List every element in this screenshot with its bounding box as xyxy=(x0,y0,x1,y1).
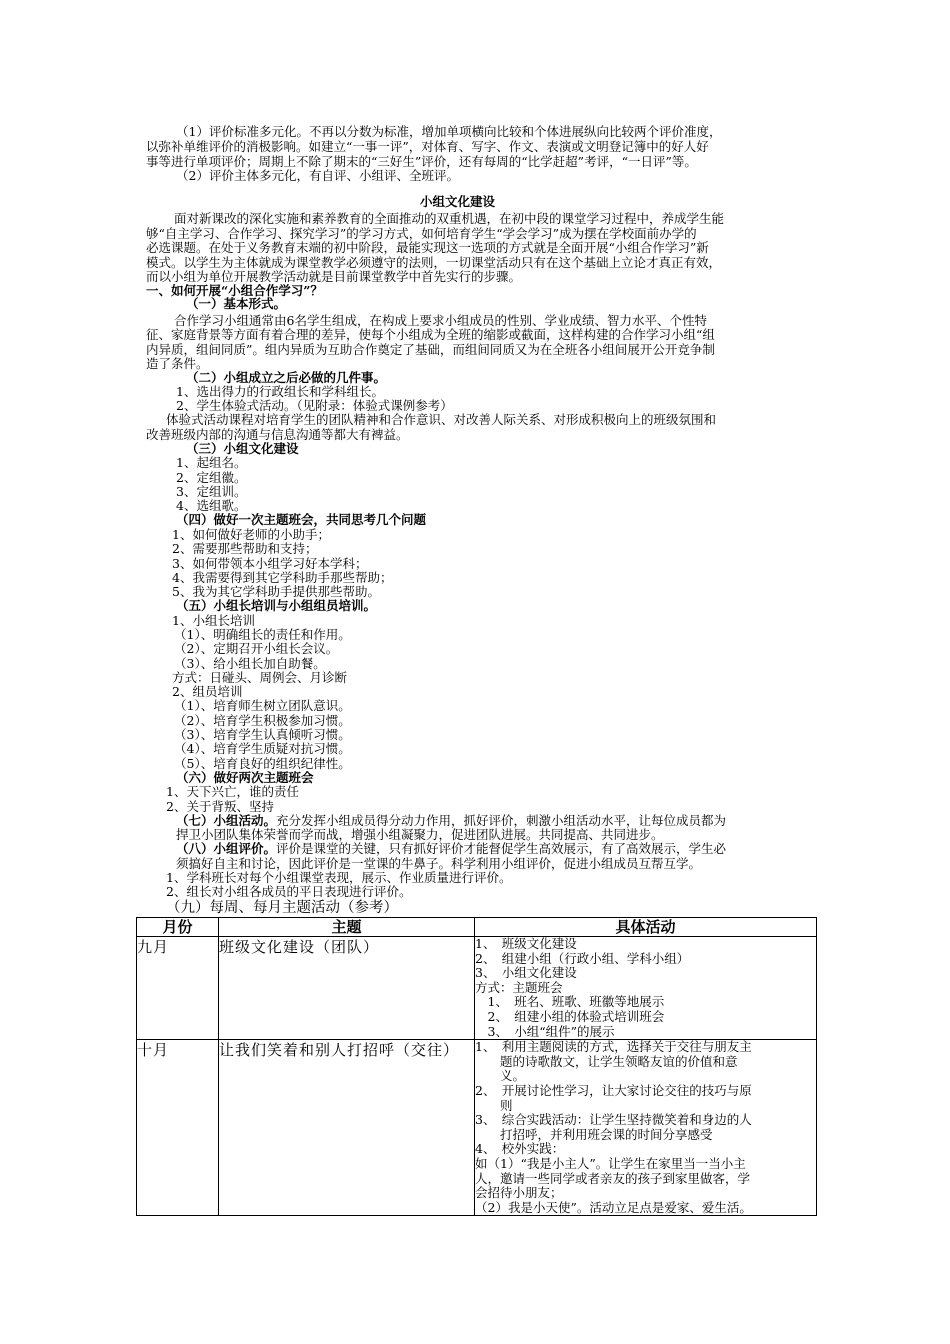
heading-group-eval: （八）小组评价。 xyxy=(176,841,277,856)
list-item: 1、学科班长对每个小组课堂表现，展示、作业质量进行评价。 xyxy=(166,870,512,885)
paragraph-line: 必选课题。在处于义务教育末端的初中阶段，最能实现这一选项的方式就是全面开展“小组合作学习”新 xyxy=(146,240,709,255)
activity-line: 打招呼，并利用班会课的时间分享感受 xyxy=(475,1126,713,1142)
theme-text: 让我们笑着和别人打招呼（交往） xyxy=(219,1041,460,1060)
paragraph-line: 合作学习小组通常由6名学生组成，在构成上要求小组成员的性别、学业成绩、智力水平、个性特 xyxy=(174,313,707,328)
header-activities: 具体活动 xyxy=(475,918,817,937)
activity-line: 3、 小组文化建设 xyxy=(475,965,577,981)
activity-line: 会招待小朋友； xyxy=(475,1185,563,1201)
paragraph-text: 充分发挥小组成员得分动力作用，抓好评价，刺激小组活动水平，让每位成员都为 xyxy=(276,813,727,828)
month-text: 九月 xyxy=(137,938,170,956)
activity-line: 4、 校外实践： xyxy=(475,1141,565,1157)
paragraph-line: 征、家庭背景等方面有着合理的差异，使每个小组成为全班的缩影或截面，这样构建的合作学习小组“组 xyxy=(146,327,715,342)
month-cell xyxy=(137,937,219,1040)
activity-line: 1、 班级文化建设 xyxy=(475,936,577,951)
table-row xyxy=(137,937,817,1040)
list-item: 4、选组歌。 xyxy=(176,498,247,513)
heading-class-meeting: （四）做好一次主题班会，共同思考几个问题 xyxy=(176,512,427,527)
list-item: 1、如何做好老师的小助手； xyxy=(172,527,330,542)
intro-line: （1）评价标准多元化。不再以分数为标准，增加单项横向比较和个体进展纵向比较两个评价准度， xyxy=(176,124,722,139)
paragraph-line: 模式。以学生为主体就成为课堂教学必须遵守的法则，一切课堂活动只有在这个基础上立论才真正有效， xyxy=(146,255,722,270)
intro-line: 事等进行单项评价；周期上不除了期末的“三好生”评价，还有每周的“比学赶超”考评，“一日评”等。 xyxy=(146,154,697,169)
intro-line: （2）评价主体多元化，有自评、小组评、全班评。 xyxy=(176,168,459,183)
list-item: 2、学生体验式活动。（见附录：体验式课例参考） xyxy=(176,398,453,413)
theme-cell xyxy=(219,1040,475,1216)
activity-line: 2、 组建小组（行政小组、学科小组） xyxy=(475,950,690,966)
heading-main: 一、如何开展“小组合作学习”？ xyxy=(146,283,323,298)
activity-line: 2、 组建小组的体验式培训班会 xyxy=(475,1008,665,1024)
activity-line: 义。 xyxy=(475,1068,526,1084)
theme-text: 班级文化建设（团队） xyxy=(219,938,380,956)
paragraph-line: 体验式活动课程对培育学生的团队精神和合作意识、对改善人际关系、对形成积极向上的班级氛围和 xyxy=(166,412,717,427)
list-item: 2、关于背叛、坚持 xyxy=(166,799,274,814)
activity-line: 方式：主题班会 xyxy=(475,979,563,995)
activity-line: 题的诗歌散文，让学生领略友谊的价值和意 xyxy=(475,1053,738,1069)
table-header-row xyxy=(137,918,817,937)
list-item: 2、定组徽。 xyxy=(176,470,247,485)
paragraph-line xyxy=(176,841,726,857)
list-item: 1、天下兴亡，谁的责任 xyxy=(166,784,299,799)
list-item: 3、如何带领本小组学习好本学科； xyxy=(172,556,368,571)
list-item: （1）、明确组长的责任和作用。 xyxy=(174,627,351,642)
paragraph-line: 而以小组为单位开展教学活动就是目前课堂教学中首先实行的步骤。 xyxy=(146,269,522,284)
list-item: 2、需要那些帮助和支持； xyxy=(172,541,318,556)
paragraph-line: 改善班级内部的沟通与信息沟通等都大有裨益。 xyxy=(146,427,409,442)
activities-cell xyxy=(475,1040,817,1216)
heading-training: （五）小组长培训与小组组员培训。 xyxy=(176,598,377,613)
paragraph-line: 造了条件。 xyxy=(146,356,209,371)
heading-two-meetings: （六）做好两次主题班会 xyxy=(176,770,314,785)
section-title: 小组文化建设 xyxy=(420,194,496,209)
table-caption: （九）每周、每月主题活动（参考） xyxy=(166,900,398,916)
list-item: 2、组员培训 xyxy=(172,684,243,699)
heading-group-activity: （七）小组活动。 xyxy=(176,813,277,828)
activity-line: （2）我是小天使”。活动立足点是爱家、爱生活。 xyxy=(475,1199,752,1215)
list-item: （2）、定期召开小组长会议。 xyxy=(174,641,339,656)
list-item: 1、起组名。 xyxy=(176,455,247,470)
activities-cell xyxy=(475,937,817,1040)
activity-line: 则 xyxy=(475,1097,513,1113)
paragraph-line: 面对新课改的深化实施和素养教育的全面推动的双重机遇，在初中段的课堂学习过程中，养成学生能 xyxy=(174,211,725,226)
paragraph-line: 够“自主学习、合作学习、探究学习”的学习方式，如何培育学生“学会学习”成为摆在学校面前办学的 xyxy=(146,226,697,241)
heading-culture: （三）小组文化建设 xyxy=(186,441,299,456)
activity-line: 3、 综合实践活动：让学生坚持微笑着和身边的人 xyxy=(475,1112,752,1128)
paragraph-text: 评价是课堂的关键，只有抓好评价才能督促学生高效展示，有了高效展示，学生必 xyxy=(276,841,727,856)
list-item: （1）、培育师生树立团队意识。 xyxy=(174,698,351,713)
paragraph-line: 内异质，组间同质”。组内异质为互助合作奠定了基础，而组间同质又为在全班各小组间展开公开竞争制 xyxy=(146,342,715,357)
activity-line: 如（1）“我是小主人”。让学生在家里当一当小主 xyxy=(475,1155,746,1171)
activity-line: 3、 小组“组件”的展示 xyxy=(475,1023,615,1039)
intro-line: 以弥补单维评价的消极影响。如建立“一事一评”，对体育、写字、作文、表演或文明登记簿中的好人好 xyxy=(146,139,709,154)
month-text: 十月 xyxy=(137,1041,170,1060)
header-month: 月份 xyxy=(137,918,219,937)
list-item: 1、小组长培训 xyxy=(172,613,255,628)
list-item: （4）、培育学生质疑对抗习惯。 xyxy=(174,741,351,756)
list-item: （3）、培育学生认真倾听习惯。 xyxy=(174,727,351,742)
list-item: 1、选出得力的行政组长和学科组长。 xyxy=(176,384,384,399)
list-item: 5、我为其它学科助手提供那些帮助。 xyxy=(172,584,380,599)
theme-cell xyxy=(219,937,475,1040)
activity-line: 人，邀请一些同学或者亲友的孩子到家里做客，学 xyxy=(475,1170,751,1186)
list-item: 方式：日碰头、周例会、月诊断 xyxy=(172,670,348,685)
paragraph-line: 须搞好自主和讨论，因此评价是一堂课的牛鼻子。科学利用小组评价，促进小组成员互帮互学。 xyxy=(176,856,702,871)
activity-line: 2、 开展讨论性学习，让大家讨论交往的技巧与原 xyxy=(475,1082,752,1098)
activity-line: 1、 班名、班歌、班徽等地展示 xyxy=(475,994,665,1010)
list-item: （5）、培育良好的组织纪律性。 xyxy=(174,756,351,771)
month-cell xyxy=(137,1040,219,1216)
list-item: （2）、培育学生积极参加习惯。 xyxy=(174,713,351,728)
table-row xyxy=(137,1040,817,1216)
list-item: （3）、给小组长加自助餐。 xyxy=(174,656,326,671)
list-item: 2、组长对小组各成员的平日表现进行评价。 xyxy=(166,884,412,899)
list-item: 4、我需要得到其它学科助手那些帮助； xyxy=(172,570,393,585)
activity-table xyxy=(136,917,817,1216)
paragraph-line: 捍卫小团队集体荣誉而学而战，增强小组凝聚力，促进团队进展。共同提高、共同进步。 xyxy=(176,827,664,842)
heading-after-setup: （二）小组成立之后必做的几件事。 xyxy=(186,370,387,385)
activity-line: 1、 利用主题阅读的方式，选择关于交往与朋友主 xyxy=(475,1039,752,1055)
header-theme: 主题 xyxy=(219,918,475,937)
heading-basic-form: （一）基本形式。 xyxy=(186,296,287,311)
list-item: 3、定组训。 xyxy=(176,484,247,499)
